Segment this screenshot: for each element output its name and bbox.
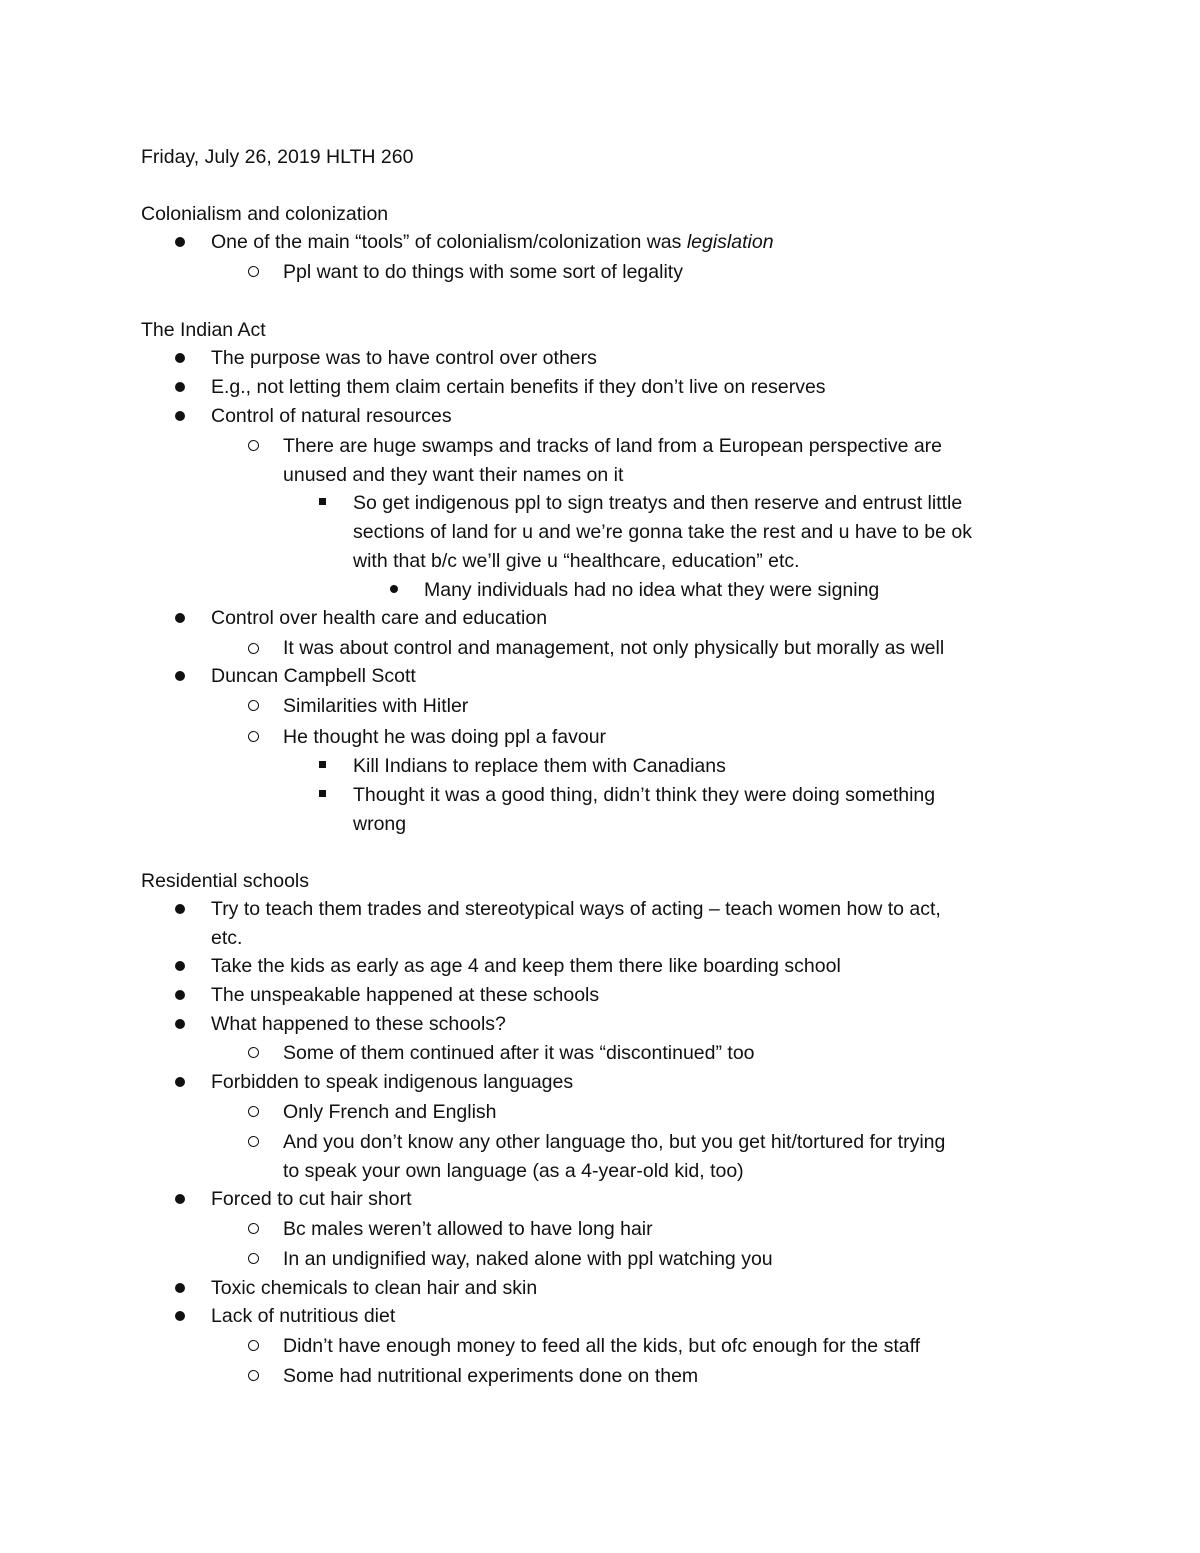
bullet-text-cont: etc. (211, 927, 243, 949)
filled-bullet-icon (175, 1077, 185, 1087)
level3-bullet-text: Thought it was a good thing, didn’t think they were doing something (353, 784, 936, 806)
filled-bullet-icon (175, 961, 185, 971)
section-heading-indian-act: The Indian Act (141, 319, 266, 341)
hollow-circle-icon (248, 1370, 259, 1381)
bullet-text: Take the kids as early as age 4 and keep them there like boarding school (211, 955, 841, 977)
sub-bullet-text: Bc males weren’t allowed to have long hair (283, 1218, 653, 1240)
level3-bullet-text-cont: wrong (353, 813, 407, 835)
sub-bullet-text: It was about control and management, not only physically but morally as well (283, 637, 945, 659)
sub-bullet-text: There are huge swamps and tracks of land from a European perspective are (283, 435, 943, 457)
hollow-circle-icon (248, 1223, 259, 1234)
bullet-text: Forbidden to speak indigenous languages (211, 1071, 574, 1093)
section-heading-residential-schools: Residential schools (141, 870, 310, 892)
sub-bullet-text: And you don’t know any other language tho, but you get hit/tortured for trying (283, 1131, 946, 1153)
bullet-text: Duncan Campbell Scott (211, 665, 416, 687)
document-title: Friday, July 26, 2019 HLTH 260 (141, 146, 414, 168)
bullet-text: Control over health care and education (211, 607, 548, 629)
level3-bullet-text-cont: with that b/c we’ll give u “healthcare, education” etc. (353, 550, 800, 572)
hollow-circle-icon (248, 731, 259, 742)
sub-bullet-text: Some had nutritional experiments done on them (283, 1365, 699, 1387)
level3-bullet-text-cont: sections of land for u and we’re gonna take the rest and u have to be ok (353, 521, 972, 543)
hollow-circle-icon (248, 1253, 259, 1264)
filled-bullet-icon (175, 904, 185, 914)
bullet-text: E.g., not letting them claim certain benefits if they don’t live on reserves (211, 376, 826, 398)
filled-bullet-icon (175, 411, 185, 421)
hollow-circle-icon (248, 700, 259, 711)
filled-bullet-icon (175, 613, 185, 623)
filled-bullet-icon (175, 1194, 185, 1204)
square-bullet-icon (319, 761, 326, 768)
sub-bullet-text-cont: unused and they want their names on it (283, 464, 624, 486)
bullet-text: One of the main “tools” of colonialism/colonization was legislation (211, 231, 774, 253)
bullet-text: Lack of nutritious diet (211, 1305, 396, 1327)
hollow-circle-icon (248, 1340, 259, 1351)
sub-bullet-text: Some of them continued after it was “discontinued” too (283, 1042, 755, 1064)
filled-bullet-icon (175, 990, 185, 1000)
square-bullet-icon (319, 790, 326, 797)
hollow-circle-icon (248, 1136, 259, 1147)
level4-bullet-text: Many individuals had no idea what they were signing (424, 579, 880, 601)
hollow-circle-icon (248, 440, 259, 451)
sub-bullet-text: Didn’t have enough money to feed all the kids, but ofc enough for the staff (283, 1335, 921, 1357)
bullet-text: Forced to cut hair short (211, 1188, 412, 1210)
sub-bullet-text: Only French and English (283, 1101, 497, 1123)
filled-bullet-icon (175, 237, 185, 247)
level3-bullet-text: So get indigenous ppl to sign treatys and then reserve and entrust little (353, 492, 963, 514)
filled-bullet-icon (175, 1283, 185, 1293)
hollow-circle-icon (248, 1047, 259, 1058)
sub-bullet-text: He thought he was doing ppl a favour (283, 726, 607, 748)
level3-bullet-text: Kill Indians to replace them with Canadians (353, 755, 726, 777)
bullet-text: Toxic chemicals to clean hair and skin (211, 1277, 538, 1299)
hollow-circle-icon (248, 266, 259, 277)
sub-bullet-text: Similarities with Hitler (283, 695, 469, 717)
section-heading-colonialism: Colonialism and colonization (141, 203, 389, 225)
small-bullet-icon (390, 585, 398, 593)
bullet-text: The unspeakable happened at these schools (211, 984, 600, 1006)
filled-bullet-icon (175, 382, 185, 392)
bullet-text: Try to teach them trades and stereotypical ways of acting – teach women how to act, (211, 898, 941, 920)
square-bullet-icon (319, 498, 326, 505)
bullet-text: Control of natural resources (211, 405, 452, 427)
filled-bullet-icon (175, 353, 185, 363)
hollow-circle-icon (248, 1106, 259, 1117)
filled-bullet-icon (175, 1019, 185, 1029)
sub-bullet-text-cont: to speak your own language (as a 4-year-old kid, too) (283, 1160, 744, 1182)
filled-bullet-icon (175, 1311, 185, 1321)
sub-bullet-text: In an undignified way, naked alone with ppl watching you (283, 1248, 773, 1270)
bullet-text: What happened to these schools? (211, 1013, 506, 1035)
bullet-text: The purpose was to have control over others (211, 347, 597, 369)
hollow-circle-icon (248, 643, 259, 654)
filled-bullet-icon (175, 671, 185, 681)
sub-bullet-text: Ppl want to do things with some sort of legality (283, 261, 683, 283)
